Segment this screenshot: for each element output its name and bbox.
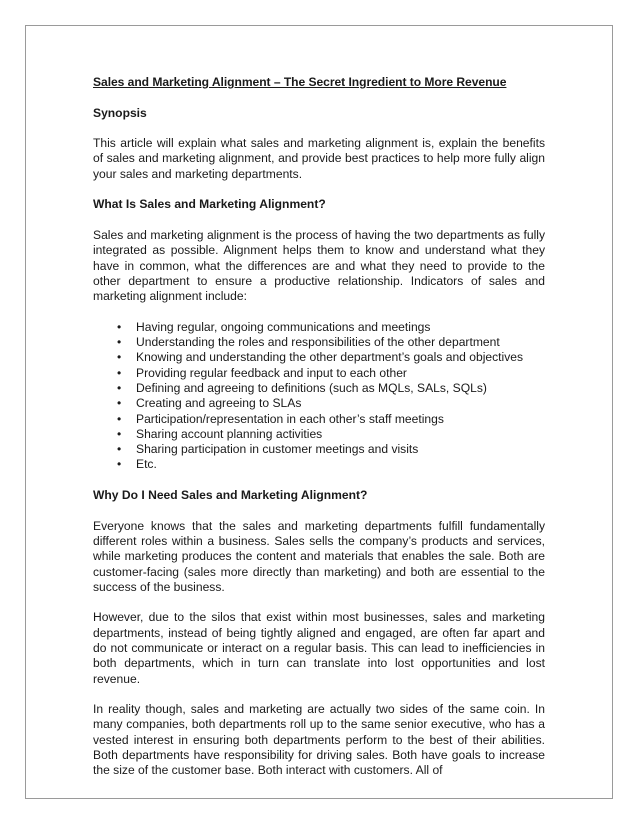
list-item-text: Knowing and understanding the other department’s goals and objectives bbox=[136, 350, 524, 365]
list-item bbox=[93, 457, 545, 472]
synopsis-paragraph: This article will explain what sales and marketing alignment is, explain the benefits of sales and marketing alignment, and provide best practices to help more fully align your sales and marketing departments. bbox=[93, 136, 545, 181]
why-paragraph-2: However, due to the silos that exist within most businesses, sales and marketing departments, instead of being tightly aligned and engaged, are often far apart and do not communicate or interact on a regular basis. This can lead to inefficiencies in both departments, which in turn can translate into lost opportunities and lost revenue. bbox=[93, 610, 545, 686]
list-item-text: Sharing participation in customer meetings and visits bbox=[136, 442, 419, 457]
list-item bbox=[93, 350, 545, 365]
list-item bbox=[93, 427, 545, 442]
why-paragraph-3: In reality though, sales and marketing are actually two sides of the same coin. In many companies, both departments roll up to the same senior executive, who has a vested interest in ensuring both departments perform to the best of their abilities. Both departments have responsibility for driving sales. Both have goals to increase the size of the customer base. Both interact with customers. All of bbox=[93, 702, 545, 778]
list-item-text: Defining and agreeing to definitions (such as MQLs, SALs, SQLs) bbox=[136, 380, 487, 395]
bullet-icon: • bbox=[117, 335, 122, 350]
document-title: Sales and Marketing Alignment – The Secret Ingredient to More Revenue bbox=[93, 75, 507, 89]
bullet-icon: • bbox=[117, 426, 122, 441]
list-item-text: Creating and agreeing to SLAs bbox=[136, 396, 302, 411]
list-item bbox=[93, 381, 545, 396]
bullet-icon: • bbox=[117, 396, 122, 411]
list-item-text: Sharing account planning activities bbox=[136, 426, 323, 441]
list-item bbox=[93, 366, 545, 381]
bullet-icon: • bbox=[117, 365, 122, 380]
document-body bbox=[93, 75, 545, 794]
bullet-icon: • bbox=[117, 380, 122, 395]
bullet-icon: • bbox=[117, 350, 122, 365]
list-item-text: Etc. bbox=[136, 457, 157, 472]
list-item bbox=[93, 396, 545, 411]
list-item bbox=[93, 442, 545, 457]
list-item-text: Participation/representation in each other’s staff meetings bbox=[136, 411, 444, 426]
what-is-alignment-paragraph: Sales and marketing alignment is the process of having the two departments as fully integrated as possible. Alignment helps them to know and understand what they have in common, what the differences are and what they need to provide to the other department to ensure a productive relationship. Indicators of sales and marketing alignment include: bbox=[93, 227, 545, 304]
list-item bbox=[93, 412, 545, 427]
list-item bbox=[93, 320, 545, 335]
list-item bbox=[93, 335, 545, 350]
list-item-text: Understanding the roles and responsibilities of the other department bbox=[136, 335, 500, 350]
bullet-icon: • bbox=[117, 457, 122, 472]
bullet-icon: • bbox=[117, 319, 122, 334]
heading-why-need-alignment: Why Do I Need Sales and Marketing Alignment? bbox=[93, 488, 368, 503]
heading-what-is-alignment: What Is Sales and Marketing Alignment? bbox=[93, 197, 326, 212]
why-paragraph-1: Everyone knows that the sales and marketing departments fulfill fundamentally different roles within a business. Sales sells the company’s products and services, while marketing produces the content and materials that enables the sale. Both are customer-facing (sales more directly than marketing) and both are essential to the success of the business. bbox=[93, 518, 545, 594]
bullet-icon: • bbox=[117, 411, 122, 426]
indicators-bullet-list bbox=[93, 320, 545, 473]
heading-synopsis: Synopsis bbox=[93, 105, 147, 120]
list-item-text: Providing regular feedback and input to each other bbox=[136, 365, 407, 380]
bullet-icon: • bbox=[117, 442, 122, 457]
list-item-text: Having regular, ongoing communications and meetings bbox=[136, 319, 431, 334]
